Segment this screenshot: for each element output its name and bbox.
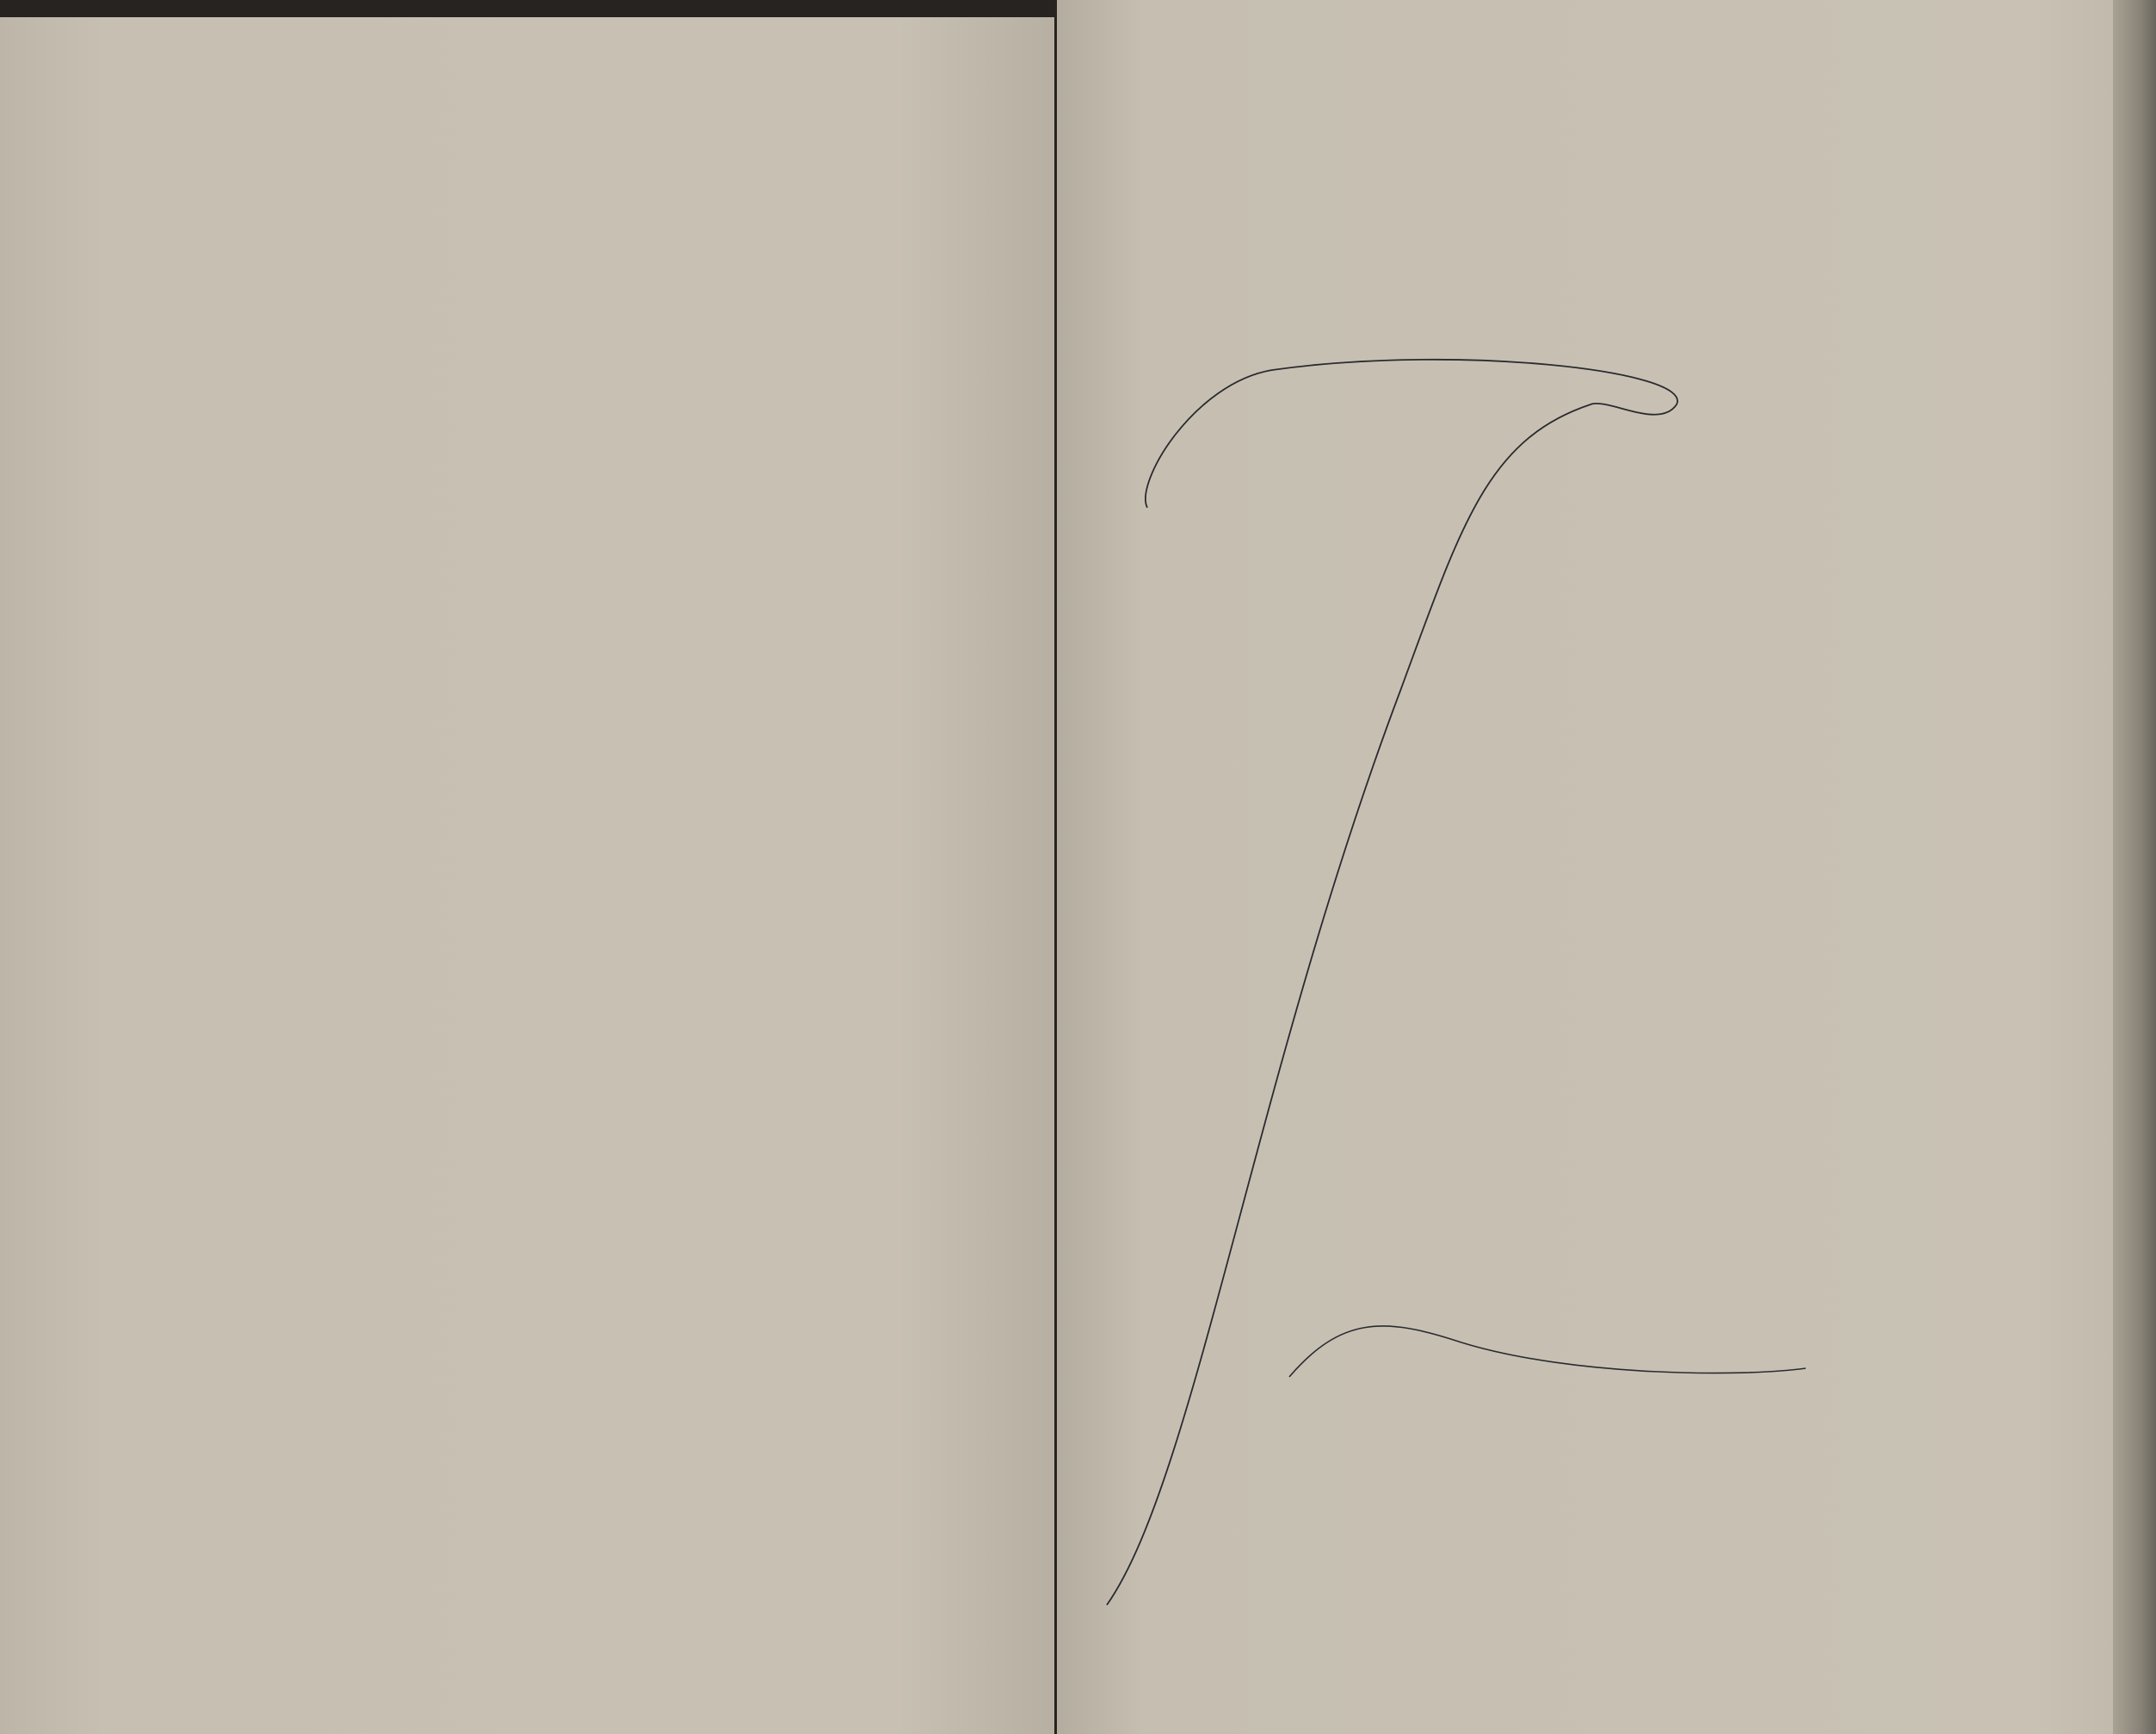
pencil-bottom-stroke — [1289, 1326, 1806, 1377]
pencil-cancel-stroke — [1107, 360, 1677, 1605]
left-instruction-page — [0, 17, 1054, 1734]
census-table-grid — [1057, 0, 2141, 1734]
census-form-table — [1057, 0, 2141, 1734]
